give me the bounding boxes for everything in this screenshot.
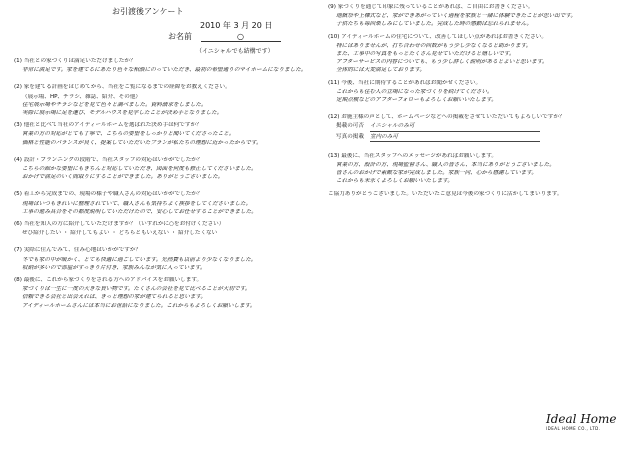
spacer (14, 238, 314, 247)
options-text: ぜひ紹介したい ・ 紹介してもよい ・ どちらともいえない ・ 紹介したくない (22, 230, 218, 237)
handwritten-answer: 信頼できる会社と出会えれば、きっと理想の家が建てられると思います。 (22, 294, 207, 301)
name-label: お名前 (168, 32, 192, 41)
handwritten-answer: 住宅展示場やチラシなどを見て色々と調べました。資料請求をしました。 (22, 101, 207, 108)
handwritten-answer: 地鎮祭や上棟式など、家ができあがっていく過程を家族と一緒に体験できたことが思い出です。 (336, 13, 577, 20)
field-value: 室内のみ可 (370, 134, 540, 142)
right-column (328, 4, 628, 200)
options-text: （展示場、HP、チラシ、雑誌、紹介、その他） (22, 93, 142, 100)
spacer (14, 75, 314, 84)
initial-note: （イニシャルでも結構です） (196, 48, 274, 55)
handwritten-answer: 現場はいつもきれいに整理されていて、職人さんも気持ちよく挨拶をしてくださいました。 (22, 200, 252, 207)
question-text: (8) 最後に、これから家づくりをされる方へのアドバイスをお願いします。 (14, 277, 203, 284)
handwritten-answer: 価格と性能のバランスが良く、提案していただいたプランが私たちの理想に近かったからです。 (22, 139, 262, 146)
handwritten-answer: 特にはありませんが、打ち合わせの回数がもう少し少なくなると助かります。 (336, 42, 532, 49)
question-text: (1) 当社との家づくりは満足いただけましたか？ (14, 58, 136, 64)
handwritten-answer: 子供たちも毎回楽しみにしていました。完成した時の感動は忘れられません。 (336, 21, 533, 28)
handwritten-answer: これからも末永くよろしくお願いいたします。 (336, 178, 454, 185)
spacer (14, 182, 314, 191)
handwritten-answer: 定期点検などのアフターフォローもよろしくお願いいたします。 (336, 97, 497, 104)
survey-date: 2010 年 3 月 20 日 (200, 21, 273, 30)
left-column (14, 58, 314, 311)
handwritten-answer: アフターサービスの内容についても、もう少し詳しく説明があるとよいと思います。 (336, 59, 548, 66)
handwritten-answer: 営業の方、設計の方、現場監督さん、職人の皆さん、本当にありがとうございました。 (336, 162, 555, 169)
handwritten-answer: 家づくりは一生に一度の大きな買い物です。たくさんの会社を見て比べることが大切です。 (22, 286, 251, 293)
handwritten-answer: 皆さんのおかげで素敵な家が完成しました。家族一同、心から感謝しています。 (336, 170, 537, 177)
field-label: 写真の掲載 (336, 133, 364, 140)
question-text: (2) 家を建てる計画をはじめてから、当社をご覧になるまでの経緯をお教えください。 (14, 84, 231, 91)
logo-subtitle: IDEAL HOME CO., LTD. (546, 426, 601, 431)
spacer (328, 144, 628, 153)
spacer (328, 105, 628, 114)
handwritten-answer: おかげで満足のいく間取りにすることができました。ありがとうございました。 (22, 174, 224, 181)
field-label: 掲載の可否 (336, 123, 364, 130)
question-text: (3) 他社と比べて当社のアイディールホームを選ばれた決め手は何ですか？ (14, 122, 202, 129)
question-text: (9) 家づくりを通じて印象に残っていることがあれば、ご自由にお書きください。 (328, 4, 534, 10)
handwritten-answer: 営業の方の対応がとても丁寧で、こちらの要望をしっかりと聞いてくださったこと。 (22, 131, 235, 138)
logo-script: Ideal Home (546, 412, 617, 426)
handwritten-answer: 全体的には大変満足しております。 (336, 67, 426, 74)
question-text: ご協力ありがとうございました。いただいたご意見は今後の家づくりに活かしてまいります。 (328, 190, 563, 197)
form-field (336, 134, 628, 142)
question-text: (13) 最後に、当社スタッフへのメッセージがあればお願いします。 (328, 152, 497, 159)
spacer (14, 148, 314, 157)
handwritten-answer: これからも住む人の立場になった家づくりを続けてください。 (336, 88, 493, 95)
question-text: (6) 当社を知人の方に紹介していただけますか？（いずれかに○をお付けください） (14, 221, 225, 228)
name-value: ○ (201, 32, 281, 42)
company-logo (546, 412, 626, 442)
question-text: (5) 着工から完成までの、現場の様子や職人さんの対応はいかがでしたか？ (14, 191, 203, 198)
question-text: (11) 今後、当社に期待することがあればお聞かせください。 (328, 79, 482, 86)
survey-title: お引渡後アンケート (112, 7, 184, 16)
name-row (168, 31, 281, 42)
handwritten-answer: また、工事中の写真をもっとたくさん見せていただけると嬉しいです。 (336, 51, 515, 58)
handwritten-answer: 工事の進み具合をその都度説明していただけたので、安心してお任せすることができました。 (22, 208, 257, 215)
question-text: (4) 設計・プランニングの段階で、当社スタッフの対応はいかがでしたか？ (14, 156, 203, 163)
question-text: (10) アイディールホームの住宅について、改善してほしい点があればお書きください。 (328, 33, 547, 40)
handwritten-answer: 非常に満足です。家を建てるにあたり色々な相談にのっていただき、最初の希望通りのマイホームになりました。 (22, 67, 307, 74)
handwritten-answer: 収納が多いので部屋がすっきり片付き、家族みんなが気に入っています。 (22, 264, 206, 271)
field-value: イニシャルのみ可 (370, 123, 540, 131)
question-text: (12) お施主様の声として、ホームページなどへの掲載をさせていただいてもよろしいですか？ (328, 114, 565, 121)
handwritten-answer: アイディールホームさんには本当にお世話になりました。これからもよろしくお願いします。 (22, 302, 256, 309)
handwritten-answer: 実際に展示場に足を運び、モデルハウスを見学したことが決め手となりました。 (22, 110, 223, 117)
form-field (336, 123, 628, 131)
handwritten-answer: こちらの細かな要望にもきちんと対応していただき、図面を何度も修正してくださいました。 (22, 166, 257, 173)
handwritten-answer: 冬でも家の中が暖かく、とても快適に過ごしています。光熱費も以前より少なくなりました。 (22, 256, 257, 263)
question-text: (7) 実際に住んでみて、住み心地はいかがですか？ (14, 247, 142, 254)
